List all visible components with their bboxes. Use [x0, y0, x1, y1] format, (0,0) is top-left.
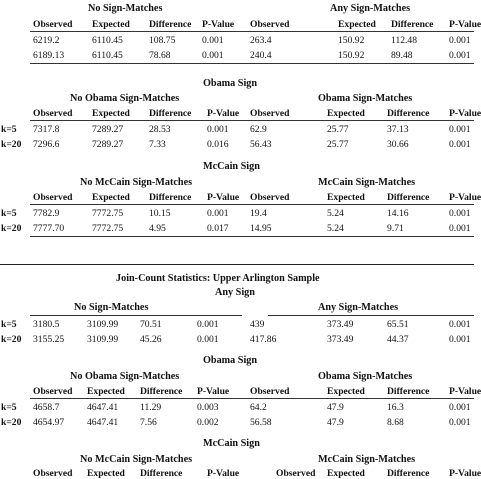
- table-heading: Join-Count Statistics: Upper Arlington Sample: [116, 273, 320, 284]
- col-header: P-Value: [449, 192, 481, 203]
- col-header: Expected: [327, 468, 365, 479]
- cell: 16.3: [387, 402, 404, 413]
- cell: 45.26: [140, 334, 162, 345]
- cell: 4647.41: [87, 417, 119, 428]
- cell: 3180.5: [33, 319, 60, 330]
- col-header: Observed: [33, 19, 73, 30]
- col-header: Expected: [92, 19, 130, 30]
- block-left-label: No Sign-Matches: [74, 302, 149, 313]
- block-right-label: McCain Sign-Matches: [318, 454, 416, 465]
- cell: 0.001: [449, 50, 471, 61]
- block-right-label: Obama Sign-Matches: [318, 371, 413, 382]
- cell: 11.29: [140, 402, 162, 413]
- col-header: Expected: [87, 468, 125, 479]
- col-header: Difference: [149, 19, 192, 30]
- cell: 3109.99: [87, 319, 119, 330]
- col-header: Observed: [250, 192, 290, 203]
- col-header: Difference: [140, 386, 183, 397]
- cell: 373.49: [327, 319, 354, 330]
- col-header: P-Value: [449, 19, 481, 30]
- cell: 78.68: [149, 50, 171, 61]
- cell: 6110.45: [92, 50, 123, 61]
- col-header: P-Value: [207, 108, 240, 119]
- col-header: P-Value: [197, 386, 230, 397]
- cell: 150.92: [338, 50, 365, 61]
- cell: 10.15: [149, 208, 171, 219]
- col-header: P-Value: [449, 108, 481, 119]
- section-title: Obama Sign: [203, 78, 258, 89]
- cell: 5.24: [327, 208, 344, 219]
- cell: 7.33: [149, 139, 166, 150]
- row-label: k=20: [1, 417, 22, 428]
- cell: 0.001: [449, 223, 471, 234]
- cell: 0.001: [202, 35, 224, 46]
- cell: 25.77: [327, 139, 349, 150]
- cell: 7772.75: [92, 208, 124, 219]
- cell: 56.58: [250, 417, 272, 428]
- block-left-label: No Sign-Matches: [88, 3, 163, 14]
- col-header: Difference: [387, 108, 430, 119]
- cell: 7782.9: [33, 208, 60, 219]
- cell: 7289.27: [92, 139, 124, 150]
- cell: 6110.45: [92, 35, 123, 46]
- cell: 14.95: [250, 223, 272, 234]
- section-title: Any Sign: [215, 287, 255, 298]
- block-left-label: No McCain Sign-Matches: [80, 177, 193, 188]
- cell: 240.4: [250, 50, 272, 61]
- row-label: k=20: [1, 139, 22, 150]
- cell: 89.48: [391, 50, 413, 61]
- block-bottom-rule: [30, 236, 474, 237]
- cell: 3109.99: [87, 334, 119, 345]
- col-header: Observed: [276, 468, 316, 479]
- cell: 25.77: [327, 124, 349, 135]
- cell: 14.16: [387, 208, 409, 219]
- col-header: Observed: [33, 468, 73, 479]
- cell: 0.002: [197, 417, 219, 428]
- block-left-label: No Obama Sign-Matches: [70, 93, 180, 104]
- cell: 9.71: [387, 223, 404, 234]
- col-header: Difference: [387, 386, 430, 397]
- cell: 47.9: [327, 417, 344, 428]
- col-header: Observed: [33, 386, 73, 397]
- block-left-label: No Obama Sign-Matches: [70, 371, 180, 382]
- cell: 0.003: [197, 402, 219, 413]
- cell: 19.4: [250, 208, 267, 219]
- cell: 7296.6: [33, 139, 60, 150]
- col-header: Observed: [250, 19, 290, 30]
- cell: 373.49: [327, 334, 354, 345]
- cell: 439: [250, 319, 265, 330]
- cell: 7.56: [140, 417, 157, 428]
- cell: 56.43: [250, 139, 272, 150]
- cell: 44.37: [387, 334, 409, 345]
- cell: 112.48: [391, 35, 418, 46]
- header-rule: [30, 31, 474, 32]
- cell: 5.24: [327, 223, 344, 234]
- section-title: Obama Sign: [203, 355, 258, 366]
- cell: 4658.7: [33, 402, 60, 413]
- col-header: Expected: [327, 108, 365, 119]
- cell: 62.9: [250, 124, 267, 135]
- cell: 30.66: [387, 139, 409, 150]
- col-header: P-Value: [449, 386, 481, 397]
- block-right-label: Any Sign-Matches: [330, 3, 411, 14]
- header-rule: [30, 398, 474, 399]
- cell: 8.68: [387, 417, 404, 428]
- cell: 28.53: [149, 124, 171, 135]
- cell: 0.001: [449, 124, 471, 135]
- col-header: Observed: [33, 108, 73, 119]
- cell: 0.001: [449, 208, 471, 219]
- col-header: Difference: [391, 19, 434, 30]
- cell: 3155.25: [33, 334, 65, 345]
- cell: 108.75: [149, 35, 176, 46]
- cell: 0.001: [207, 124, 229, 135]
- cell: 0.001: [449, 402, 471, 413]
- row-label: k=5: [1, 124, 17, 135]
- section-title: McCain Sign: [203, 161, 260, 172]
- block-right-label: Obama Sign-Matches: [318, 93, 413, 104]
- cell: 0.001: [449, 417, 471, 428]
- cell: 64.2: [250, 402, 267, 413]
- col-header: Observed: [250, 386, 290, 397]
- col-header: P-Value: [207, 468, 240, 479]
- cell: 0.001: [449, 319, 471, 330]
- col-header: Expected: [327, 386, 365, 397]
- cell: 417.86: [250, 334, 277, 345]
- block-bottom-rule: [30, 63, 474, 64]
- col-header: Difference: [387, 192, 430, 203]
- col-header: Difference: [387, 468, 430, 479]
- cell: 70.51: [140, 319, 162, 330]
- group-rule: [268, 315, 474, 316]
- block-right-label: McCain Sign-Matches: [318, 177, 416, 188]
- col-header: Expected: [92, 108, 130, 119]
- col-header: Difference: [149, 108, 192, 119]
- cell: 7777.70: [33, 223, 65, 234]
- cell: 0.001: [197, 319, 219, 330]
- row-label: k=5: [1, 402, 17, 413]
- cell: 0.017: [207, 223, 229, 234]
- cell: 6219.2: [33, 35, 60, 46]
- col-header: Difference: [140, 468, 183, 479]
- col-header: Observed: [33, 192, 73, 203]
- col-header: Expected: [87, 386, 125, 397]
- block-right-label: Any Sign-Matches: [318, 302, 399, 313]
- cell: 7289.27: [92, 124, 124, 135]
- col-header: P-Value: [449, 468, 481, 479]
- row-label: k=5: [1, 319, 17, 330]
- cell: 0.001: [449, 334, 471, 345]
- col-header: Difference: [149, 192, 192, 203]
- cell: 0.001: [207, 208, 229, 219]
- cell: 0.001: [202, 50, 224, 61]
- row-label: k=20: [1, 223, 22, 234]
- cell: 4.95: [149, 223, 166, 234]
- row-label: k=20: [1, 334, 22, 345]
- header-rule: [30, 120, 474, 121]
- col-header: P-Value: [207, 192, 240, 203]
- cell: 0.001: [449, 35, 471, 46]
- cell: 6189.13: [33, 50, 65, 61]
- col-header: Expected: [92, 192, 130, 203]
- cell: 0.001: [197, 334, 219, 345]
- cell: 0.001: [449, 139, 471, 150]
- section-divider: [0, 264, 474, 265]
- cell: 65.51: [387, 319, 409, 330]
- col-header: Observed: [250, 108, 290, 119]
- block-left-label: No McCain Sign-Matches: [80, 454, 193, 465]
- col-header: Expected: [338, 19, 376, 30]
- cell: 7772.75: [92, 223, 124, 234]
- header-rule: [30, 204, 474, 205]
- cell: 7317.8: [33, 124, 60, 135]
- section-title: McCain Sign: [203, 438, 260, 449]
- cell: 4647.41: [87, 402, 119, 413]
- cell: 150.92: [338, 35, 365, 46]
- cell: 4654.97: [33, 417, 65, 428]
- col-header: Expected: [327, 192, 365, 203]
- col-header: P-Value: [202, 19, 235, 30]
- row-label: k=5: [1, 208, 17, 219]
- cell: 37.13: [387, 124, 409, 135]
- cell: 0.016: [207, 139, 229, 150]
- group-rule: [30, 315, 242, 316]
- cell: 47.9: [327, 402, 344, 413]
- cell: 263.4: [250, 35, 272, 46]
